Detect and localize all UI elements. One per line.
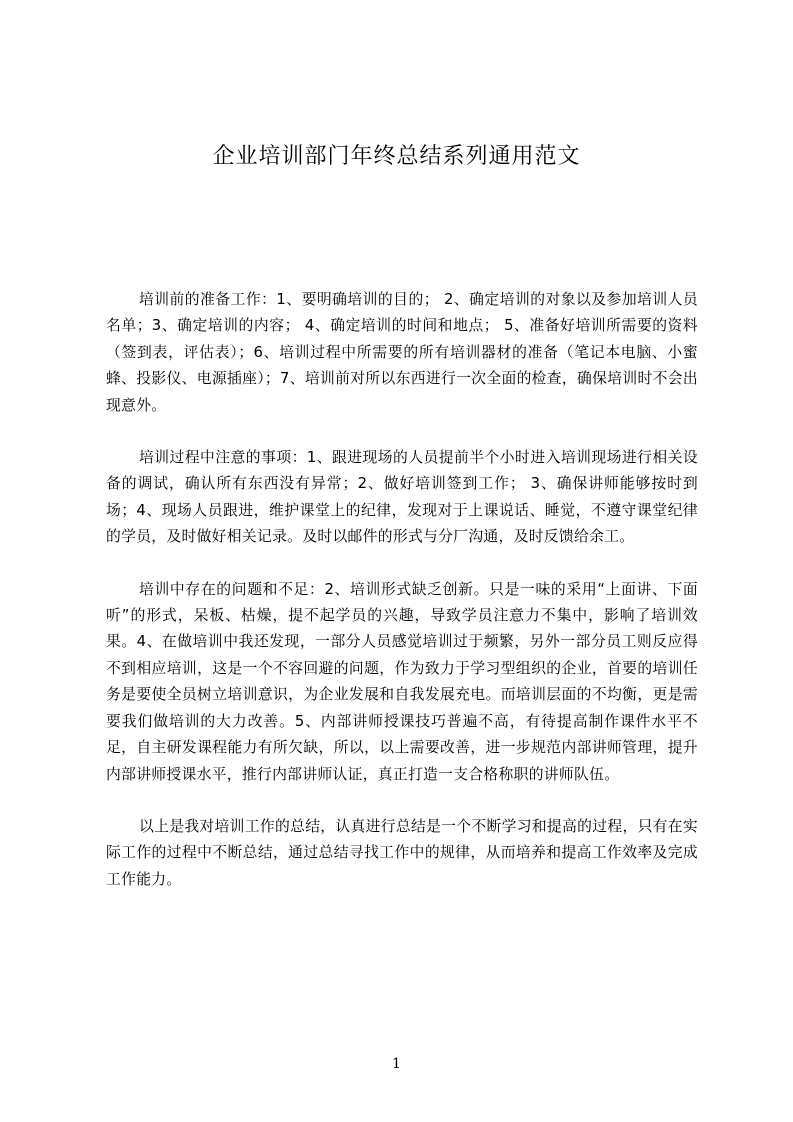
paragraph-process-notes: 培训过程中注意的事项：1、跟进现场的人员提前半个小时进入培训现场进行相关设备的调试，确认所有东西没有异常；2、做好培训签到工作； 3、确保讲师能够按时到场；4、现场人员跟进，维护课堂上的纪律，发现对于上课说话、睡觉，不遵守课堂纪律的学员，及时做好相关记录。及时以邮件的形式与分厂沟通，及时反馈给余工。 <box>106 449 698 546</box>
document-body <box>106 287 698 919</box>
paragraph-problems: 培训中存在的问题和不足：2、培训形式缺乏创新。只是一味的采用“上面讲、下面听”的形式，呆板、枯燥，提不起学员的兴趣，导致学员注意力不集中，影响了培训效果。4、在做培训中我还发现，一部分人员感觉培训过于频繁，另外一部分员工则反应得不到相应培训，这是一个不容回避的问题，作为致力于学习型组织的企业，首要的培训任务是要使全员树立培训意识，为企业发展和自我发展充电。而培训层面的不均衡，更是需要我们做培训的大力改善。5、内部讲师授课技巧普遍不高，有待提高制作课件水平不足，自主研发课程能力有所欠缺，所以，以上需要改善，进一步规范内部讲师管理，提升内部讲师授课水平，推行内部讲师认证，真正打造一支合格称职的讲师队伍。 <box>106 580 698 783</box>
paragraph-preparation: 培训前的准备工作：1、要明确培训的目的； 2、确定培训的对象以及参加培训人员名单；3、确定培训的内容； 4、确定培训的时间和地点； 5、准备好培训所需要的资料（签到表，评估表）；6、培训过程中所需要的所有培训器材的准备（笔记本电脑、小蜜蜂、投影仪、电源插座）；7、培训前对所以东西进行一次全面的检查，确保培训时不会出现意外。 <box>106 291 698 414</box>
paragraph-conclusion: 以上是我对培训工作的总结，认真进行总结是一个不断学习和提高的过程，只有在实际工作的过程中不断总结，通过总结寻找工作中的规律，从而培养和提高工作效率及完成工作能力。 <box>106 817 698 888</box>
page-number: 1 <box>392 1056 401 1072</box>
document-title: 企业培训部门年终总结系列通用范文 <box>212 144 581 169</box>
